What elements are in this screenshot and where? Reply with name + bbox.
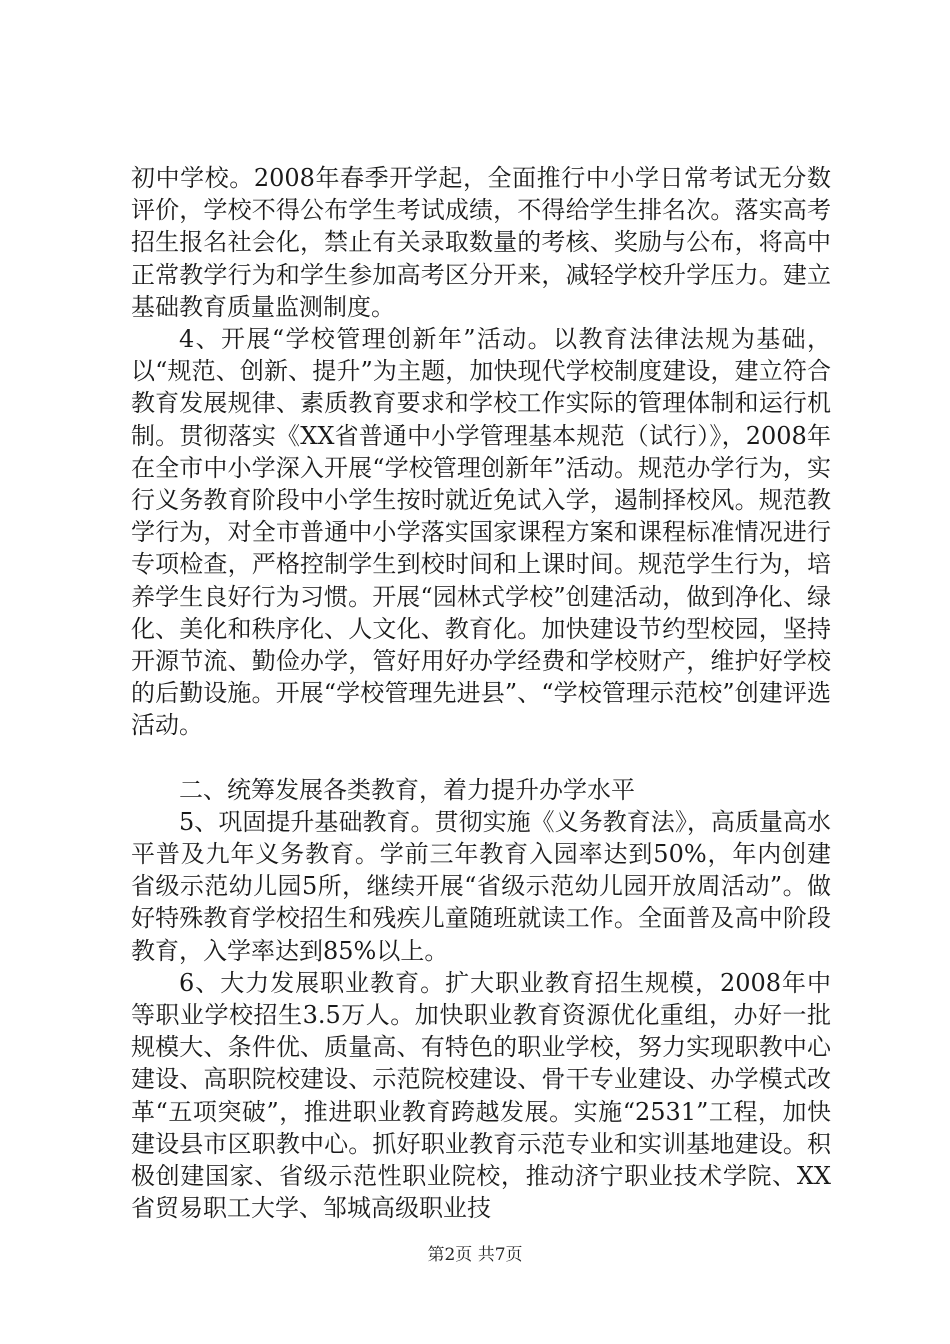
paragraph-continuation: 初中学校。2008年春季开学起，全面推行中小学日常考试无分数评价，学校不得公布学生考试成绩，不得给学生排名次。落实高考招生报名社会化，禁止有关录取数量的考核、奖励与公布，将高中正常教学行为和学生参加高考区分开来，减轻学校升学压力。建立基础教育质量监测制度。 — [131, 164, 831, 321]
paragraph-item-6: 6、大力发展职业教育。扩大职业教育招生规模，2008年中等职业学校招生3.5万人。加快职业教育资源优化重组，办好一批规模大、条件优、质量高、有特色的职业学校，努力实现职教中心建设、高职院校建设、示范院校建设、骨干专业建设、办学模式改革“五项突破”，推进职业教育跨越发展。实施“2531”工程，加快建设县市区职教中心。抓好职业教育示范专业和实训基地建设。积极创建国家、省级示范性职业院校，推动济宁职业技术学院、XX省贸易职工大学、邹城高级职业技 — [131, 968, 831, 1223]
paragraph-item-5: 5、巩固提升基础教育。贯彻实施《义务教育法》，高质量高水平普及九年义务教育。学前三年教育入园率达到50%，年内创建省级示范幼儿园5所，继续开展“省级示范幼儿园开放周活动”。做好特殊教育学校招生和残疾儿童随班就读工作。全面普及高中阶段教育，入学率达到85%以上。 — [131, 807, 831, 965]
paragraph-spacer — [131, 742, 831, 774]
page-number-footer: 第2页 共7页 — [427, 1245, 523, 1265]
paragraph-item-4: 4、开展“学校管理创新年”活动。以教育法律法规为基础，以“规范、创新、提升”为主题，加快现代学校制度建设，建立符合教育发展规律、素质教育要求和学校工作实际的管理体制和运行机制。贯彻落实《XX省普通中小学管理基本规范（试行）》，2008年在全市中小学深入开展“学校管理创新年”活动。规范办学行为，实行义务教育阶段中小学生按时就近免试入学，遏制择校风。规范教学行为，对全市普通中小学落实国家课程方案和课程标准情况进行专项检查，严格控制学生到校时间和上课时间。规范学生行为，培养学生良好行为习惯。开展“园林式学校”创建活动，做到净化、绿化、美化和秩序化、人文化、教育化。加快建设节约型校园，坚持开源节流、勤俭办学，管好用好办学经费和学校财产，维护好学校的后勤设施。开展“学校管理先进县”、“学校管理示范校”创建评选活动。 — [131, 325, 831, 740]
document-body — [131, 162, 831, 1225]
section-heading-2: 二、统筹发展各类教育，着力提升办学水平 — [179, 775, 635, 804]
